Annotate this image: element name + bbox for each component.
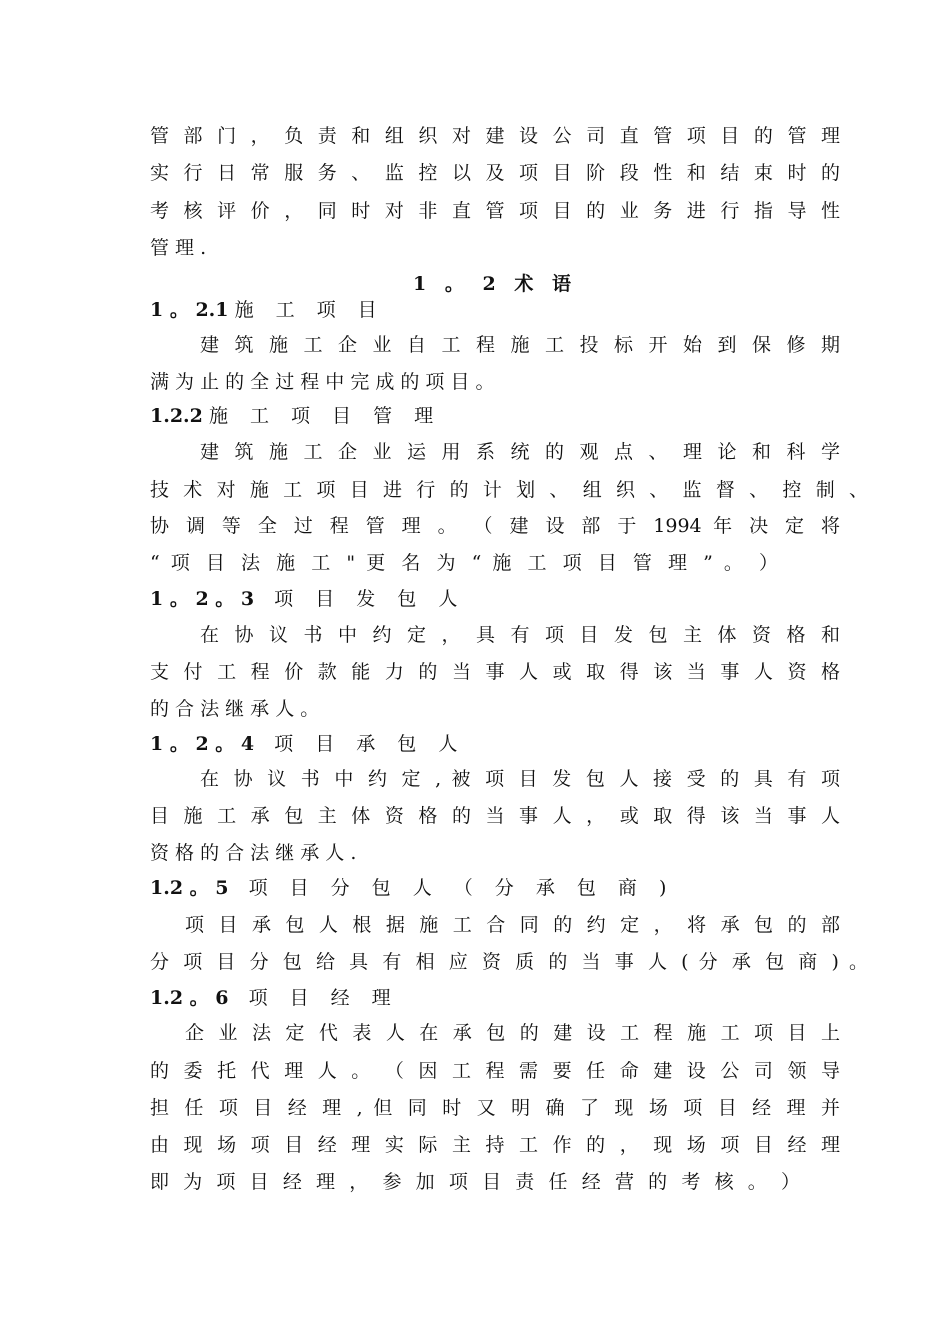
entry-text: 技 术 对 施 工 项 目 进 行 的 计 划 、 组 织 、 监 督 、 控 制 、 [150,479,868,501]
entry-number: 1 。 2 。 3 [150,588,255,610]
intro-line: 管 部 门 ， 负 责 和 组 织 对 建 设 公 司 直 管 项 目 的 管 理 [150,125,840,147]
entry-title: 项 目 承 包 人 [274,733,466,755]
entry-text: 满 为 止 的 全 过 程 中 完 成 的 项 目 。 [150,371,495,393]
entry-text: 支 付 工 程 价 款 能 力 的 当 事 人 或 取 得 该 当 事 人 资 格 [150,661,840,683]
entry-heading [150,873,840,903]
entry-text: 项 目 承 包 人 根 据 施 工 合 同 的 约 定 ， 将 承 包 的 部 [185,914,840,936]
entry-title: 施 工 项 目 管 理 [208,405,442,427]
entry-number: 1.2.2 [150,405,203,427]
entry-text: 分 项 目 分 包 给 具 有 相 应 资 质 的 当 事 人 ( 分 承 包 商 ) 。 [150,951,868,973]
intro-line: 考 核 评 价 ， 同 时 对 非 直 管 项 目 的 业 务 进 行 指 导 性 [150,200,840,222]
entry-heading [150,295,840,325]
entry-number: 1.2 。 5 [150,877,229,899]
section-title: 1 。 2 术 语 [413,273,577,295]
entry-title: 施 工 项 目 [234,299,385,321]
entry-title: 项 目 经 理 [248,987,399,1009]
entry-text: 在 协 议 书 中 约 定 , 被 项 目 发 包 人 接 受 的 具 有 项 [200,768,840,790]
entry-number: 1.2 。 6 [150,987,229,1009]
intro-line: 实 行 日 常 服 务 、 监 控 以 及 项 目 阶 段 性 和 结 束 时 的 [150,162,840,184]
entry-text: “ 项 目 法 施 工 " 更 名 为 “ 施 工 项 目 管 理 ” 。 ） [150,552,778,574]
entry-title: 项 目 分 包 人 （ 分 承 包 商 ) [248,877,675,899]
entry-text: 由 现 场 项 目 经 理 实 际 主 持 工 作 的 ， 现 场 项 目 经 理 [150,1134,840,1156]
entry-number: 1 。 2.1 [150,299,229,321]
intro-line: 管 理 . [150,237,207,259]
entry-heading [150,983,840,1013]
entry-text: 目 施 工 承 包 主 体 资 格 的 当 事 人 ， 或 取 得 该 当 事 人 [150,805,840,827]
entry-text: 的 合 法 继 承 人 。 [150,698,320,720]
entry-text: 建 筑 施 工 企 业 运 用 系 统 的 观 点 、 理 论 和 科 学 [200,441,840,463]
entry-heading [150,584,840,614]
entry-text: 担 任 项 目 经 理 , 但 同 时 又 明 确 了 现 场 项 目 经 理 并 [150,1097,840,1119]
entry-heading [150,401,840,431]
entry-text: 的 委 托 代 理 人 。 （ 因 工 程 需 要 任 命 建 设 公 司 领 导 [150,1060,840,1082]
entry-text: 即 为 项 目 经 理 ， 参 加 项 目 责 任 经 营 的 考 核 。 ） [150,1171,800,1193]
entry-text: 企 业 法 定 代 表 人 在 承 包 的 建 设 工 程 施 工 项 目 上 [185,1022,840,1044]
entry-heading [150,729,840,759]
entry-text: 资 格 的 合 法 继 承 人 . [150,842,357,864]
entry-text: 协 调 等 全 过 程 管 理 。 （ 建 设 部 于 1994 年 决 定 将 [150,515,840,537]
entry-text: 建 筑 施 工 企 业 自 工 程 施 工 投 标 开 始 到 保 修 期 [200,334,840,356]
entry-text: 在 协 议 书 中 约 定 ， 具 有 项 目 发 包 主 体 资 格 和 [200,624,840,646]
entry-title: 项 目 发 包 人 [274,588,466,610]
entry-number: 1 。 2 。 4 [150,733,255,755]
